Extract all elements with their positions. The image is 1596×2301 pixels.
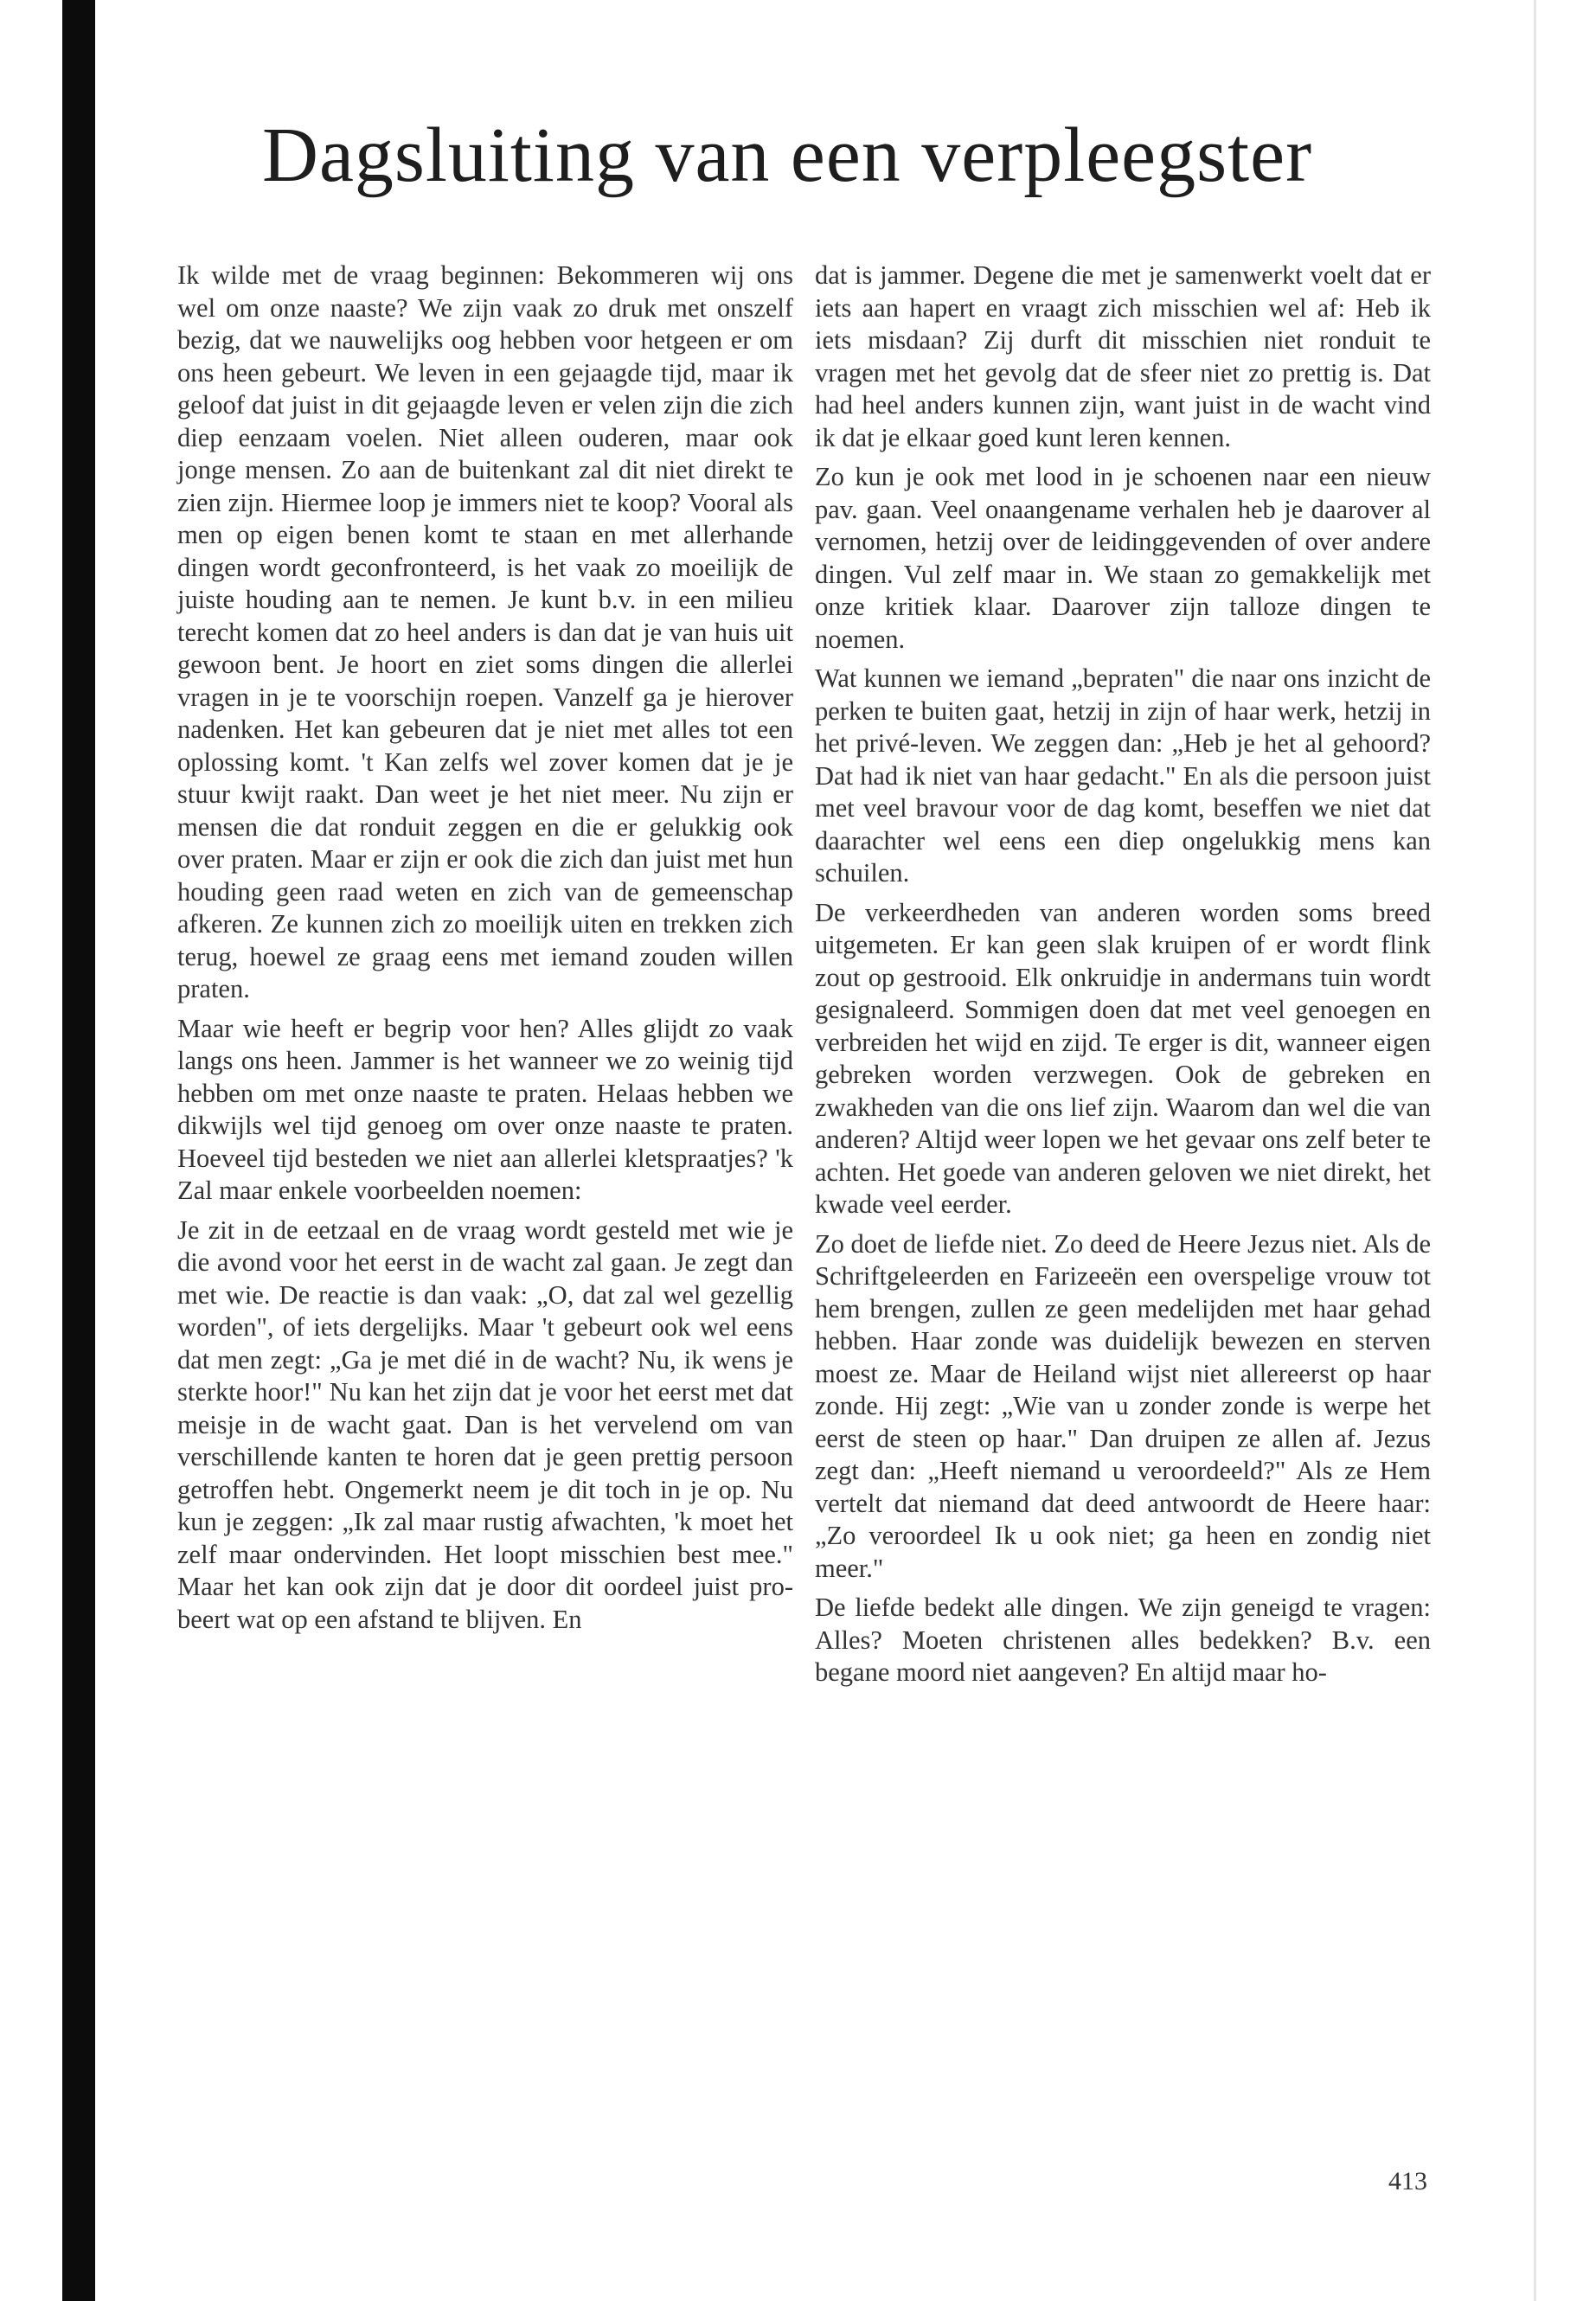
paragraph: Zo kun je ook met lood in je schoenen naar een nieuw pav. gaan. Veel onaangename verhalen heb je daarover al vernomen, hetzij over de leidinggevenden of over andere dingen. Vul zelf maar in. We staan zo gemakkelijk met onze kritiek klaar. Daarover zijn talloze dingen te noemen. xyxy=(815,462,1431,654)
paragraph: De liefde bedekt alle dingen. We zijn geneigd te vragen: Alles? Moeten christenen alles bedekken? B.v. een begane moord niet aangeven? En altijd maar ho- xyxy=(815,1593,1431,1687)
paragraph: Ik wilde met de vraag beginnen: Bekommeren wij ons wel om onze naaste? We zijn vaak zo druk met onszelf bezig, dat we nauwelijks oog hebben voor hetgeen er om ons heen gebeurt. We leven in een gejaagde tijd, maar ik geloof dat juist in dit gejaagde leven er velen zijn die zich diep eenzaam voelen. Niet alleen ouderen, maar ook jonge mensen. Zo aan de buitenkant zal dit niet direkt te zien zijn. Hiermee loop je immers niet te koop? Vooral als men op eigen benen komt te staan en met allerhande dingen wordt geconfronteerd, is het vaak zo moeilijk de juiste houding aan te nemen. Je kunt b.v. in een milieu terecht komen dat zo heel anders is dan dat je van huis uit gewoon bent. Je hoort en ziet soms dingen die allerlei vragen in je te voorschijn roepen. Vanzelf ga je hierover nadenken. Het kan gebeuren dat je niet met alles tot een oplossing komt. 't Kan zelfs wel zover komen dat je je stuur kwijt raakt. Dan weet je het niet meer. Nu zijn er mensen die dat ronduit zeggen en die er gelukkig ook over praten. Maar er zijn er ook die zich dan juist met hun houding geen raad weten en zich van de gemeenschap afkeren. Ze kunnen zich zo moeilijk uiten en trekken zich terug, hoewel ze graag eens met iemand zouden willen praten. xyxy=(177,260,793,1003)
left-text-column xyxy=(177,260,793,1643)
paragraph: Zo doet de liefde niet. Zo deed de Heere Jezus niet. Als de Schriftgeleerden en Farizeeën een overspelige vrouw tot hem brengen, zullen ze geen medelijden met haar gehad hebben. Haar zonde was duidelijk bewezen en sterven moest ze. Maar de Heiland wijst niet allereerst op haar zonde. Hij zegt: „Wie van u zonder zonde is werpe het eerst de steen op haar." Dan druipen ze allen af. Jezus zegt dan: „Heeft niemand u veroordeeld?" Als ze Hem vertelt dat niemand dat deed antwoordt de Heere haar: „Zo veroordeel Ik u ook niet; ga heen en zondig niet meer." xyxy=(815,1228,1431,1583)
page-edge-shadow xyxy=(1534,0,1536,2301)
page-number: 413 xyxy=(1388,2167,1427,2195)
paragraph: dat is jammer. Degene die met je samenwerkt voelt dat er iets aan hapert en vraagt zich misschien wel af: Heb ik iets misdaan? Zij durft dit misschien niet ronduit te vragen met het gevolg dat de sfeer niet zo prettig is. Dat had heel anders kunnen zijn, want juist in de wacht vind ik dat je elkaar goed kunt leren kennen. xyxy=(815,260,1431,452)
article-title: Dagsluiting van een verpleegster xyxy=(261,112,1313,198)
paragraph: Maar wie heeft er begrip voor hen? Alles glijdt zo vaak langs ons heen. Jammer is het wanneer we zo weinig tijd hebben om met onze naaste te praten. Helaas hebben we dikwijls wel tijd genoeg om over onze naaste te praten. Hoeveel tijd besteden we niet aan allerlei kletspraatjes? 'k Zal maar enkele voorbeelden noemen: xyxy=(177,1013,793,1205)
paragraph: Wat kunnen we iemand „bepraten" die naar ons inzicht de perken te buiten gaat, hetzij in zijn of haar werk, hetzij in het privé-leven. We zeggen dan: „Heb je het al gehoord? Dat had ik niet van haar gedacht." En als die persoon juist met veel bravour voor de dag komt, beseffen we niet dat daarachter wel eens een diep ongelukkig mens kan schuilen. xyxy=(815,663,1431,888)
page-binding-edge xyxy=(62,0,95,2301)
paragraph: Je zit in de eetzaal en de vraag wordt gesteld met wie je die avond voor het eerst in de wacht zal gaan. Je zegt dan met wie. De reactie is dan vaak: „O, dat zal wel gezellig worden", of iets dergelijks. Maar 't gebeurt ook wel eens dat men zegt: „Ga je met dié in de wacht? Nu, ik wens je sterkte hoor!" Nu kan het zijn dat je voor het eerst met dat meisje in de wacht gaat. Dan is het vervelend om van verschillende kanten te horen dat je geen prettig persoon getroffen hebt. Ongemerkt neem je dit toch in je op. Nu kun je zeggen: „Ik zal maar rustig afwachten, 'k moet het zelf maar ondervinden. Het loopt misschien best mee." Maar het kan ook zijn dat je door dit oordeel juist probeert wat op een afstand te blijven. En xyxy=(177,1215,793,1634)
right-text-column xyxy=(815,260,1431,1696)
paragraph: De verkeerdheden van anderen worden soms breed uitgemeten. Er kan geen slak kruipen of er wordt flink zout op gestrooid. Elk onkruidje in andermans tuin wordt gesignaleerd. Sommigen doen dat met veel genoegen en verbreiden het wijd en zijd. Te erger is dit, wanneer eigen gebreken worden verzwegen. Ook de gebreken en zwakheden van die ons lief zijn. Waarom dan wel die van anderen? Altijd weer lopen we het gevaar ons zelf beter te achten. Het goede van anderen geloven we niet direkt, het kwade veel eerder. xyxy=(815,897,1431,1219)
